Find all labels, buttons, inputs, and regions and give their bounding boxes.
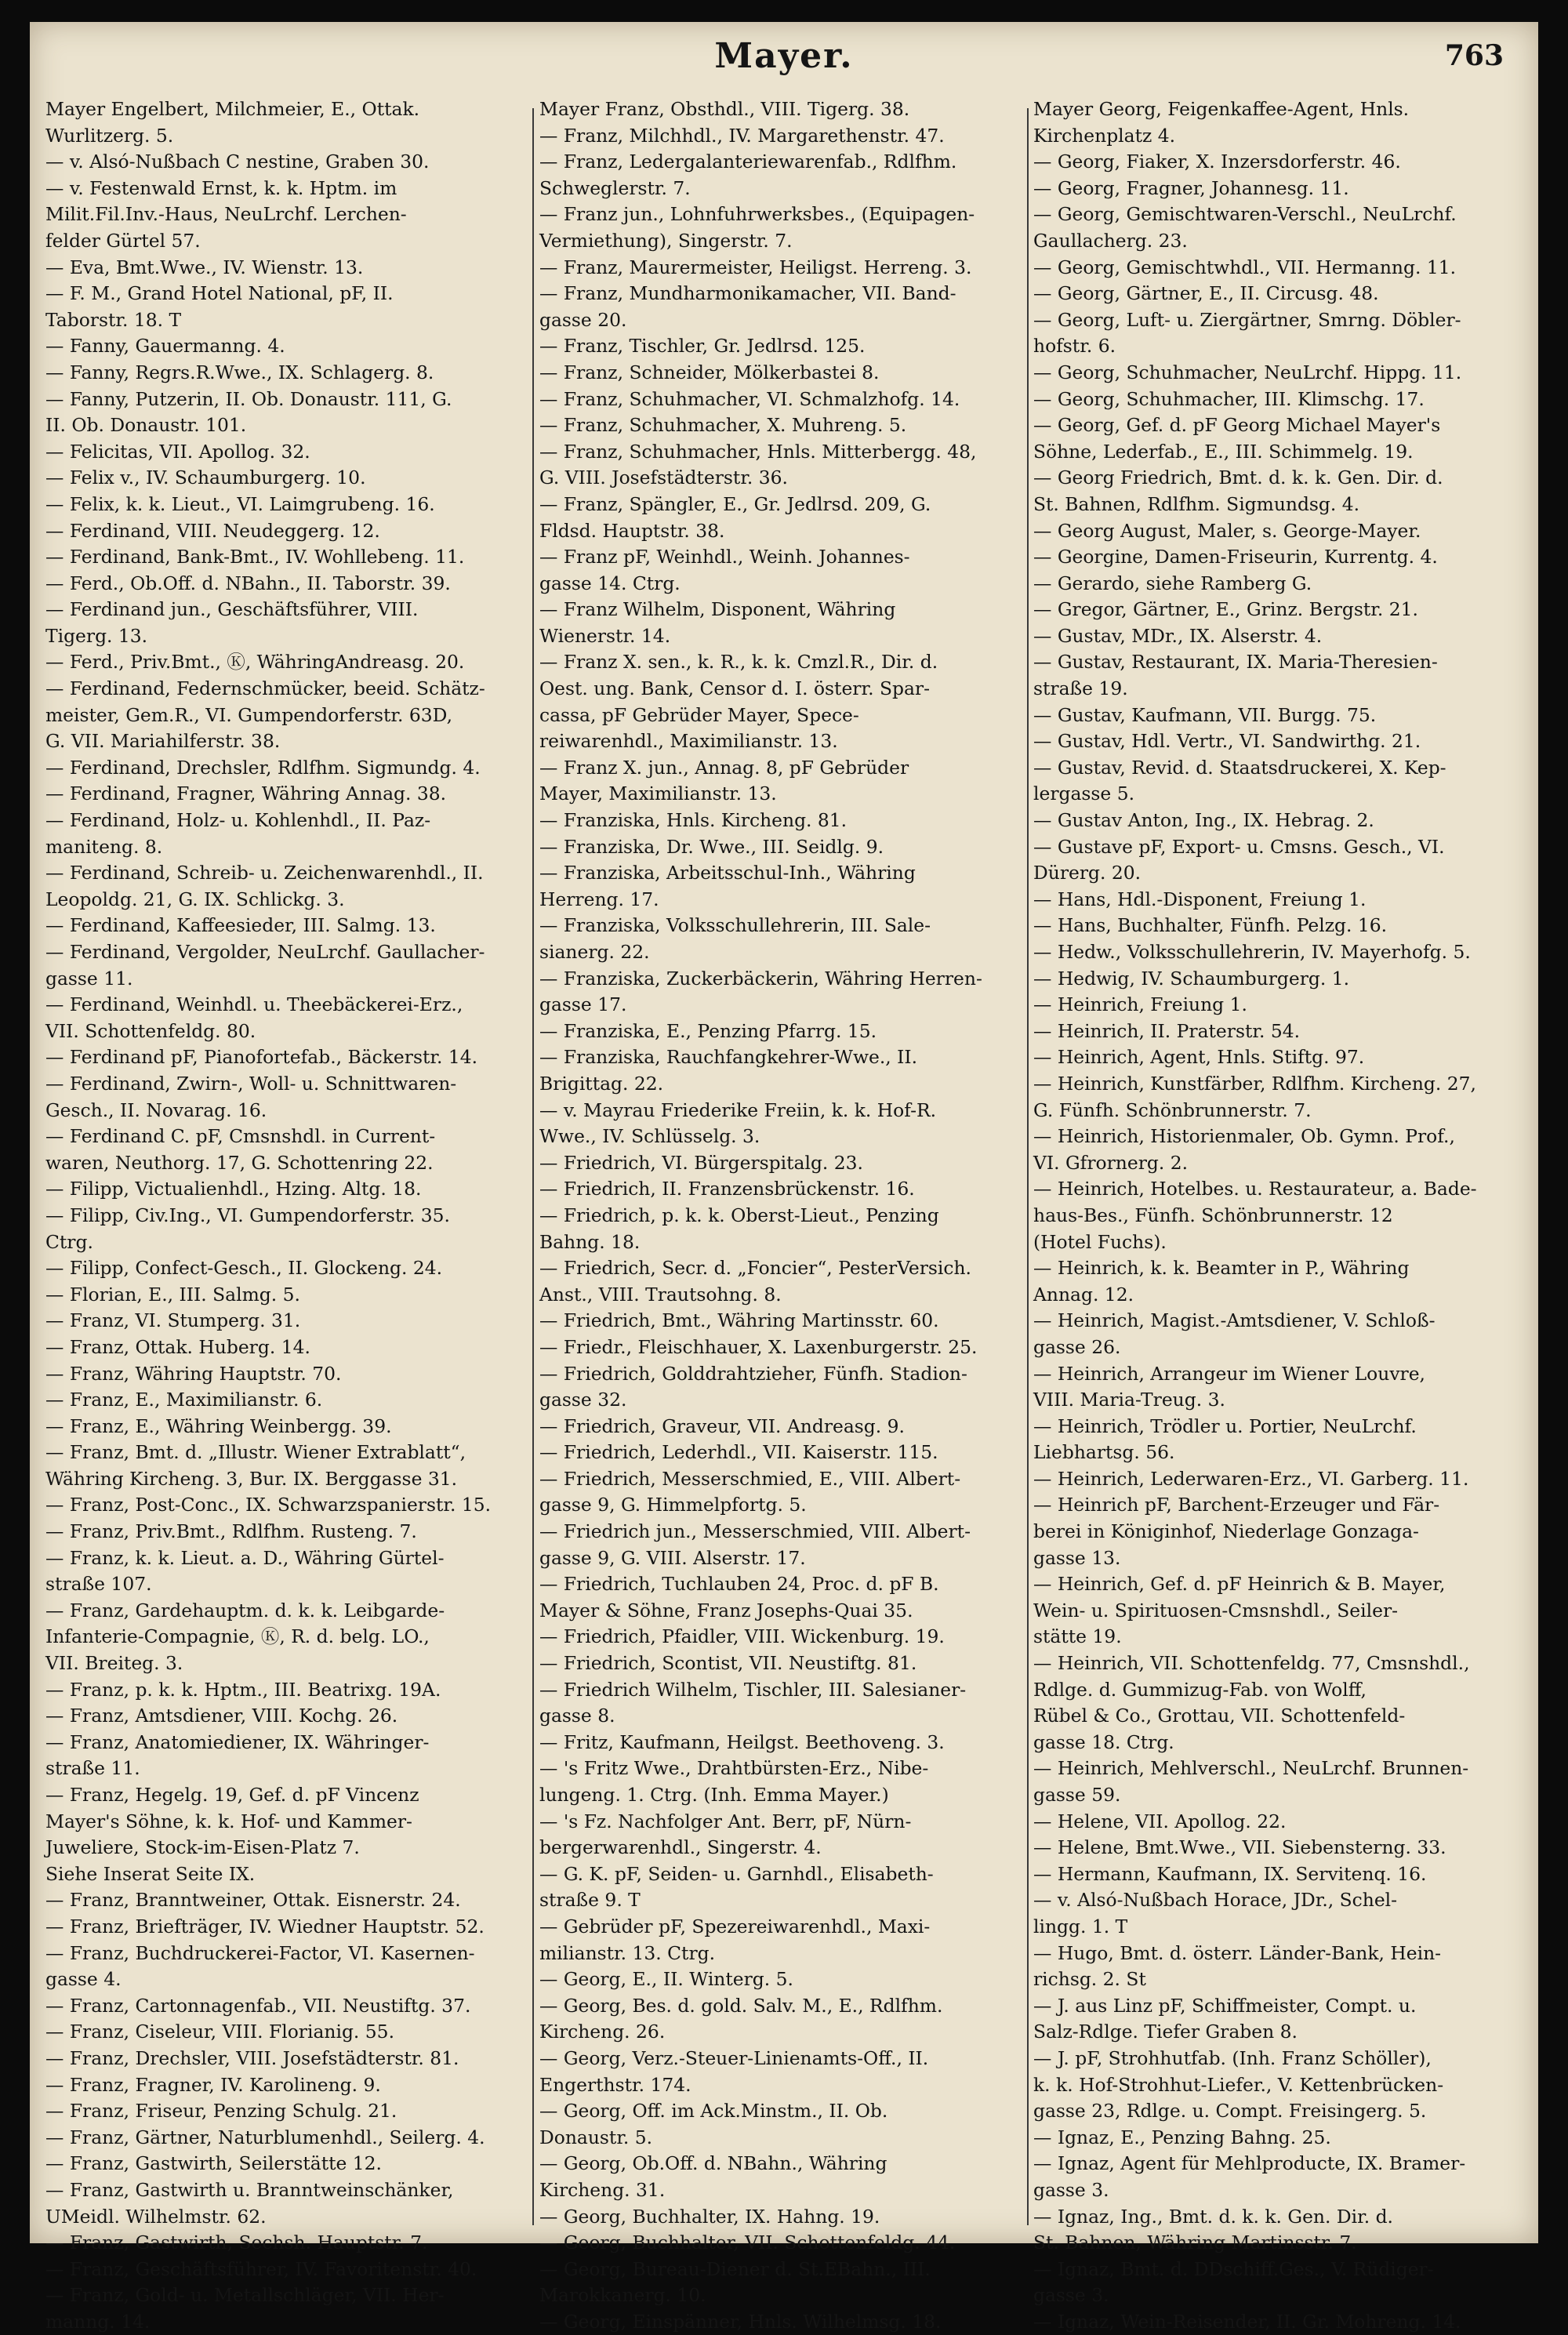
entry-line: — Ferdinand, Schreib- u. Zeichenwarenhdl., II. (45, 862, 484, 884)
entry-line: — Heinrich, Mehlverschl., NeuLrchf. Brunnen- (1033, 1757, 1469, 1780)
entry-line: — Helene, VII. Apollog. 22. (1033, 1810, 1287, 1832)
entry-line: Leopoldg. 21, G. IX. Schlickg. 3. (45, 888, 345, 910)
entry-line: — Georg, E., II. Winterg. 5. (539, 1968, 793, 1991)
entry-line: Mayer's Söhne, k. k. Hof- und Kammer- (45, 1810, 412, 1832)
entry-line: — Franz Wilhelm, Disponent, Währing (539, 598, 896, 621)
entry-line: gasse 9, G. VIII. Alserstr. 17. (539, 1546, 806, 1569)
entry-line: — Georg, Gärtner, E., II. Circusg. 48. (1033, 282, 1379, 305)
entry-line: — Friedrich, Lederhdl., VII. Kaiserstr. 115. (539, 1441, 938, 1464)
entry-line: lergasse 5. (1033, 783, 1135, 805)
entry-line: Oest. ung. Bank, Censor d. I. österr. Spar- (539, 677, 930, 700)
entry-line: — Hedw., Volksschullehrerin, IV. Mayerhofg. 5. (1033, 941, 1471, 963)
entry-line: Rdlge. d. Gummizug-Fab. von Wolff, (1033, 1678, 1367, 1701)
entry-line: — Franz, Hegelg. 19, Gef. d. pF Vincenz (45, 1784, 419, 1806)
entry-line: — Georg, Gemischtwaren-Verschl., NeuLrchf. (1033, 203, 1457, 226)
entry-line: hofstr. 6. (1033, 335, 1116, 358)
entry-line: — Franz, Anatomiediener, IX. Währinger- (45, 1730, 430, 1753)
entry-line: — Franz, Ciseleur, VIII. Florianig. 55. (45, 2021, 395, 2043)
entry-line: — F. M., Grand Hotel National, pF, II. (45, 282, 394, 305)
entry-line: Engerthstr. 174. (539, 2073, 691, 2096)
entry-line: — Gustav, Kaufmann, VII. Burgg. 75. (1033, 703, 1377, 726)
entry-line: Vermiethung), Singerstr. 7. (539, 229, 793, 252)
entry-line: — Heinrich, Freiung 1. (1033, 993, 1247, 1016)
entry-line: — Ignaz, Wein-Reisender, II. Gr. Mohreng. 14. (1033, 2310, 1461, 2333)
entry-line: — Ignaz, Bmt. d. DDschiff.Ges., V. Rüdiger- (1033, 2257, 1434, 2280)
entry-line: — Heinrich, Agent, Hnls. Stiftg. 97. (1033, 1046, 1365, 1069)
entry-line: Gesch., II. Novarag. 16. (45, 1099, 267, 1121)
entry-line: VII. Breiteg. 3. (45, 1652, 183, 1675)
entry-line: — Franz, Post-Conc., IX. Schwarzspanierstr. 15. (45, 1494, 492, 1516)
entry-line: — Franz, Gardehauptm. d. k. k. Leibgarde- (45, 1599, 445, 1621)
entry-line: — Fanny, Gauermanng. 4. (45, 335, 285, 358)
entry-line: gasse 9, G. Himmelpfortg. 5. (539, 1494, 807, 1516)
entry-line: straße 11. (45, 1757, 140, 1780)
entry-line: — Georg Friedrich, Bmt. d. k. k. Gen. Dir. d. (1033, 467, 1443, 489)
entry-line: — Ferdinand jun., Geschäftsführer, VIII. (45, 598, 419, 621)
entry-line: Währing Kircheng. 3, Bur. IX. Berggasse 31. (45, 1467, 458, 1490)
entry-line: — Franz, E., Maximilianstr. 6. (45, 1389, 323, 1411)
entry-line: VIII. Maria-Treug. 3. (1033, 1389, 1225, 1411)
entry-line: G. Fünfh. Schönbrunnerstr. 7. (1033, 1099, 1312, 1121)
entry-line: k. k. Hof-Strohhut-Liefer., V. Kettenbrücken- (1033, 2073, 1444, 2096)
entry-line: — Heinrich, Kunstfärber, Rdlfhm. Kircheng. 27, (1033, 1072, 1476, 1095)
entry-line: gasse 11. (45, 967, 133, 990)
entry-line: Milit.Fil.Inv.-Haus, NeuLrchf. Lerchen- (45, 203, 407, 226)
entry-line: — v. Festenwald Ernst, k. k. Hptm. im (45, 176, 397, 199)
entry-line: — Heinrich, VII. Schottenfeldg. 77, Cmsnshdl., (1033, 1652, 1470, 1675)
entry-line: VII. Schottenfeldg. 80. (45, 1019, 256, 1042)
entry-line: gasse 8. (539, 1705, 615, 1727)
entry-line: — Heinrich, II. Praterstr. 54. (1033, 1019, 1301, 1042)
entry-line: meister, Gem.R., VI. Gumpendorferstr. 63D, (45, 703, 453, 726)
entry-line: — Franz jun., Lohnfuhrwerksbes., (Equipagen- (539, 203, 975, 226)
entry-line: — Franziska, Arbeitsschul-Inh., Währing (539, 862, 916, 884)
entry-line: — Hans, Hdl.-Disponent, Freiung 1. (1033, 888, 1367, 910)
entry-line: — Franz, E., Währing Weinbergg. 39. (45, 1414, 392, 1437)
entry-line: — Friedrich, II. Franzensbrückenstr. 16. (539, 1178, 915, 1200)
entry-line: gasse 23, Rdlge. u. Compt. Freisingerg. 5. (1033, 2100, 1427, 2123)
entry-line: — Georg August, Maler, s. George-Mayer. (1033, 519, 1421, 542)
entry-line: — Ferdinand, Vergolder, NeuLrchf. Gaullacher- (45, 941, 485, 963)
entry-line: gasse 32. (539, 1389, 627, 1411)
entry-line: — Franz pF, Weinhdl., Weinh. Johannes- (539, 546, 910, 568)
entry-line: — Franz, Ottak. Huberg. 14. (45, 1335, 310, 1358)
entry-line: manng. 14. (45, 2310, 151, 2333)
entry-line: — Gerardo, siehe Ramberg G. (1033, 572, 1312, 594)
entry-line: — Georg, Bes. d. gold. Salv. M., E., Rdlfhm. (539, 1994, 943, 2017)
entry-line: — Friedrich, Tuchlauben 24, Proc. d. pF B. (539, 1573, 939, 1596)
entry-line: — Helene, Bmt.Wwe., VII. Siebensterng. 33. (1033, 1836, 1446, 1859)
entry-line: Taborstr. 18. T (45, 308, 182, 331)
entry-line: — Heinrich pF, Barchent-Erzeuger und Fär- (1033, 1494, 1440, 1516)
entry-line: richsg. 2. St (1033, 1968, 1146, 1991)
entry-line: G. VIII. Josefstädterstr. 36. (539, 467, 788, 489)
entry-line: — Heinrich, Historienmaler, Ob. Gymn. Prof., (1033, 1125, 1455, 1148)
entry-line: — Friedrich, VI. Bürgerspitalg. 23. (539, 1151, 863, 1174)
entry-line: waren, Neuthorg. 17, G. Schottenring 22. (45, 1151, 434, 1174)
entry-line: — Franziska, Zuckerbäckerin, Währing Herren- (539, 967, 982, 990)
entry-line: — Filipp, Confect-Gesch., II. Glockeng. 24. (45, 1257, 443, 1280)
entry-line: — Georg, Gef. d. pF Georg Michael Mayer's (1033, 414, 1441, 437)
entry-line: — Heinrich, Lederwaren-Erz., VI. Garberg. 11. (1033, 1467, 1469, 1490)
entry-line: berei in Königinhof, Niederlage Gonzaga- (1033, 1520, 1419, 1543)
entry-line: Annag. 12. (1033, 1283, 1134, 1305)
entry-line: — Franz, Cartonnagenfab., VII. Neustiftg. 37. (45, 1994, 471, 2017)
entry-line: — Heinrich, Arrangeur im Wiener Louvre, (1033, 1362, 1425, 1385)
entry-line: — Franz, Drechsler, VIII. Josefstädterstr. 81. (45, 2046, 459, 2069)
entry-line: — Gustav, Revid. d. Staatsdruckerei, X. Kep- (1033, 756, 1446, 779)
entry-line: — Franz, Gastwirth, Seilerstätte 12. (45, 2152, 382, 2175)
entry-line: Brigittag. 22. (539, 1072, 664, 1095)
entry-line: — Heinrich, Hotelbes. u. Restaurateur, a. Bade- (1033, 1178, 1477, 1200)
entry-line: Rübel & Co., Grottau, VII. Schottenfeld- (1033, 1705, 1406, 1727)
entry-line: — Franz, Amtsdiener, VIII. Kochg. 26. (45, 1705, 398, 1727)
entry-line: — Hermann, Kaufmann, IX. Servitenq. 16. (1033, 1862, 1427, 1885)
entry-line: lingg. 1. T (1033, 1915, 1128, 1937)
entry-line: VI. Gfrornerg. 2. (1033, 1151, 1189, 1174)
entry-line: — Hugo, Bmt. d. österr. Länder-Bank, Hein- (1033, 1941, 1442, 1964)
entry-line: — Georg, Fiaker, X. Inzersdorferstr. 46. (1033, 151, 1401, 173)
entry-line: — Franz, Bmt. d. „Illustr. Wiener Extrablatt“, (45, 1441, 466, 1464)
entry-line: — Ferd., Ob.Off. d. NBahn., II. Taborstr. 39. (45, 572, 451, 594)
entry-line: — Filipp, Victualienhdl., Hzing. Altg. 18. (45, 1178, 422, 1200)
entry-line: — Gregor, Gärtner, E., Grinz. Bergstr. 21. (1033, 598, 1418, 621)
column-divider (1027, 108, 1029, 2225)
entry-line: haus-Bes., Fünfh. Schönbrunnerstr. 12 (1033, 1204, 1393, 1226)
entry-line: Söhne, Lederfab., E., III. Schimmelg. 19. (1033, 440, 1414, 463)
entry-line: — Ferdinand, VIII. Neudeggerg. 12. (45, 519, 380, 542)
entry-line: — Franz, Geschäftsführer, IV. Favoritenstr. 40. (45, 2257, 477, 2280)
entry-line: gasse 4. (45, 1968, 122, 1991)
entry-line: gasse 13. (1033, 1546, 1121, 1569)
entry-line: — Ferdinand, Bank-Bmt., IV. Wohllebeng. 11. (45, 546, 465, 568)
entry-line: straße 9. T (539, 1889, 641, 1912)
entry-line: — Felix v., IV. Schaumburgerg. 10. (45, 467, 366, 489)
entry-line: Bahng. 18. (539, 1230, 641, 1253)
entry-line: — Georg, Verz.-Steuer-Linienamts-Off., II. (539, 2046, 929, 2069)
entry-line: Tigerg. 13. (45, 624, 148, 647)
entry-line: Dürerg. 20. (1033, 862, 1142, 884)
entry-line: Infanterie-Compagnie, Ⓚ, R. d. belg. LO., (45, 1625, 430, 1648)
entry-line: — Franz, Ledergalanteriewarenfab., Rdlfhm. (539, 151, 957, 173)
entry-line: St. Bahnen, Rdlfhm. Sigmundsg. 4. (1033, 492, 1360, 515)
entry-line: gasse 3. (1033, 2178, 1109, 2201)
entry-line: stätte 19. (1033, 1625, 1122, 1648)
entry-line: — Georg, Luft- u. Ziergärtner, Smrng. Döbler- (1033, 308, 1461, 331)
entry-line: II. Ob. Donaustr. 101. (45, 414, 247, 437)
entry-line: — Franz, Gastwirth, Sechsh. Hauptstr. 7. (45, 2232, 428, 2254)
entry-line: Ctrg. (45, 1230, 93, 1253)
entry-line: — Franz, p. k. k. Hptm., III. Beatrixg. 19A. (45, 1678, 441, 1701)
entry-line: — Franz, Priv.Bmt., Rdlfhm. Rusteng. 7. (45, 1520, 417, 1543)
entry-line: — Ignaz, E., Penzing Bahng. 25. (1033, 2126, 1331, 2148)
entry-line: — Heinrich, Gef. d. pF Heinrich & B. Mayer, (1033, 1573, 1446, 1596)
entry-line: — Franz, Schuhmacher, X. Muhreng. 5. (539, 414, 907, 437)
entry-line: — J. pF, Strohhutfab. (Inh. Franz Schöller), (1033, 2046, 1432, 2069)
entry-line: straße 19. (1033, 677, 1128, 700)
entry-line: — Eva, Bmt.Wwe., IV. Wienstr. 13. (45, 256, 364, 278)
entry-line: straße 107. (45, 1573, 152, 1596)
entry-line: — Hedwig, IV. Schaumburgerg. 1. (1033, 967, 1350, 990)
entry-line: — Franz, Briefträger, IV. Wiedner Hauptstr. 52. (45, 1915, 485, 1937)
entry-line: gasse 20. (539, 308, 627, 331)
entry-line: — Georg, Off. im Ack.Minstm., II. Ob. (539, 2100, 888, 2123)
entry-line: — Franziska, Volksschullehrerin, III. Sale- (539, 914, 931, 937)
entry-line: — Ferdinand, Drechsler, Rdlfhm. Sigmundg. 4. (45, 756, 481, 779)
entry-line: — Fritz, Kaufmann, Heilgst. Beethoveng. 3. (539, 1730, 945, 1753)
entry-line: — Georg, Buchhalter, VII. Schottenfeldg. 44. (539, 2232, 956, 2254)
entry-line: — 's Fritz Wwe., Drahtbürsten-Erz., Nibe- (539, 1757, 929, 1780)
entry-line: — Hans, Buchhalter, Fünfh. Pelzg. 16. (1033, 914, 1388, 937)
entry-line: Mayer, Maximilianstr. 13. (539, 783, 777, 805)
entry-line: — Georg, Schuhmacher, NeuLrchf. Hippg. 11. (1033, 361, 1462, 383)
entry-line: — Fanny, Regrs.R.Wwe., IX. Schlagerg. 8. (45, 361, 434, 383)
entry-line: — Friedrich Wilhelm, Tischler, III. Salesianer- (539, 1678, 967, 1701)
entry-line: — Felicitas, VII. Apollog. 32. (45, 440, 310, 463)
entry-line: — Georgine, Damen-Friseurin, Kurrentg. 4. (1033, 546, 1438, 568)
entry-line: — Felix, k. k. Lieut., VI. Laimgrubeng. 16. (45, 492, 435, 515)
entry-line: — Friedrich, p. k. k. Oberst-Lieut., Penzing (539, 1204, 939, 1226)
entry-line: — Friedrich, Graveur, VII. Andreasg. 9. (539, 1414, 905, 1437)
entry-line: gasse 17. (539, 993, 627, 1016)
entry-line: — Friedrich, Pfaidler, VIII. Wickenburg. 19. (539, 1625, 945, 1648)
entry-line: — Franziska, Rauchfangkehrer-Wwe., II. (539, 1046, 918, 1069)
entry-line: — Franz, Spängler, E., Gr. Jedlrsd. 209, G. (539, 492, 931, 515)
entry-line: milianstr. 13. Ctrg. (539, 1941, 716, 1964)
entry-line: — Ignaz, Ing., Bmt. d. k. k. Gen. Dir. d. (1033, 2205, 1393, 2228)
entry-line: Fldsd. Hauptstr. 38. (539, 519, 725, 542)
entry-line: — Gustave pF, Export- u. Cmsns. Gesch., VI. (1033, 835, 1445, 858)
entry-line: maniteng. 8. (45, 835, 163, 858)
entry-line: Donaustr. 5. (539, 2126, 653, 2148)
entry-line: Mayer Georg, Feigenkaffee-Agent, Hnls. (1033, 98, 1410, 120)
entry-line: G. VII. Mariahilferstr. 38. (45, 730, 281, 753)
entry-line: — Gustav, Hdl. Vertr., VI. Sandwirthg. 21. (1033, 730, 1421, 753)
column-divider (532, 108, 534, 2225)
entry-line: gasse 18. Ctrg. (1033, 1730, 1174, 1753)
entry-line: Wurlitzerg. 5. (45, 124, 174, 147)
entry-line: reiwarenhdl., Maximilianstr. 13. (539, 730, 838, 753)
entry-line: — Gustav Anton, Ing., IX. Hebrag. 2. (1033, 809, 1374, 832)
entry-line: — Friedrich, Scontist, VII. Neustiftg. 81. (539, 1652, 917, 1675)
entry-line: — 's Fz. Nachfolger Ant. Berr, pF, Nürn- (539, 1810, 912, 1832)
entry-line: Herreng. 17. (539, 888, 659, 910)
entry-line: Schweglerstr. 7. (539, 176, 691, 199)
entry-line: — Ferdinand, Federnschmücker, beeid. Schätz- (45, 677, 485, 700)
entry-line: (Hotel Fuchs). (1033, 1230, 1167, 1253)
entry-line: Salz-Rdlge. Tiefer Graben 8. (1033, 2021, 1298, 2043)
page-header (30, 36, 1538, 91)
entry-line: Wwe., IV. Schlüsselg. 3. (539, 1125, 760, 1148)
entry-line: — Friedrich, Messerschmied, E., VIII. Albert- (539, 1467, 961, 1490)
entry-line: Liebhartsg. 56. (1033, 1441, 1175, 1464)
entry-line: — Franziska, E., Penzing Pfarrg. 15. (539, 1019, 877, 1042)
entry-line: — Franz, Maurermeister, Heiligst. Herreng. 3. (539, 256, 972, 278)
entry-line: — Friedrich jun., Messerschmied, VIII. Albert- (539, 1520, 971, 1543)
entry-line: bergerwarenhdl., Singerstr. 4. (539, 1836, 822, 1859)
entry-line: — Franz, Branntweiner, Ottak. Eisnerstr. 24. (45, 1889, 461, 1912)
entry-line: — Heinrich, k. k. Beamter in P., Währing (1033, 1257, 1410, 1280)
entry-line: cassa, pF Gebrüder Mayer, Spece- (539, 703, 859, 726)
entry-line: — Franz, Gärtner, Naturblumenhdl., Seilerg. 4. (45, 2126, 485, 2148)
entry-line: Gaullacherg. 23. (1033, 229, 1188, 252)
entry-line: — v. Mayrau Friederike Freiin, k. k. Hof-R. (539, 1099, 937, 1121)
directory-page (30, 22, 1538, 2333)
page-number: 763 (1444, 39, 1504, 72)
entry-line: — Franz, Milchhdl., IV. Margarethenstr. 47. (539, 124, 945, 147)
entry-line: — Georg, Gemischtwhdl., VII. Hermanng. 11. (1033, 256, 1457, 278)
entry-line: — Franz, Buchdruckerei-Factor, VI. Kasernen- (45, 1941, 475, 1964)
entry-line: — Friedrich, Golddrahtzieher, Fünfh. Stadion- (539, 1362, 967, 1385)
entry-line: — Franziska, Hnls. Kircheng. 81. (539, 809, 848, 832)
entry-line: — Gustav, Restaurant, IX. Maria-Theresien- (1033, 651, 1438, 674)
entry-line: Wein- u. Spirituosen-Cmsnshdl., Seiler- (1033, 1599, 1399, 1621)
entry-line: Wienerstr. 14. (539, 624, 671, 647)
entry-line: — Ferdinand, Zwirn-, Woll- u. Schnittwaren- (45, 1072, 457, 1095)
entry-line: — Filipp, Civ.Ing., VI. Gumpendorferstr. 35. (45, 1204, 450, 1226)
running-head: Mayer. (714, 36, 854, 76)
entry-line: — Franz, Tischler, Gr. Jedlrsd. 125. (539, 335, 866, 358)
entry-line: gasse 14. Ctrg. (539, 572, 681, 594)
entry-line: — Franziska, Dr. Wwe., III. Seidlg. 9. (539, 835, 884, 858)
entry-line: Marokkanerg. 10. (539, 2284, 706, 2307)
entry-line: — Georg, Bureau-Diener d. St.EBahn., III. (539, 2257, 931, 2280)
entry-line: — Franz X. sen., k. R., k. k. Cmzl.R., Dir. d. (539, 651, 938, 674)
entry-line: — v. Alsó-Nußbach Horace, JDr., Schel- (1033, 1889, 1398, 1912)
entry-line: Kirchenplatz 4. (1033, 124, 1176, 147)
entry-line: — Georg, Schuhmacher, III. Klimschg. 17. (1033, 387, 1425, 410)
entry-line: — Gustav, MDr., IX. Alserstr. 4. (1033, 624, 1323, 647)
entry-line: UMeidl. Wilhelmstr. 62. (45, 2205, 267, 2228)
entry-line: — Ferdinand, Weinhdl. u. Theebäckerei-Erz., (45, 993, 463, 1016)
entry-line: St. Bahnen, Währing Martinsstr. 7. (1033, 2232, 1357, 2254)
entry-line: Mayer & Söhne, Franz Josephs-Quai 35. (539, 1599, 913, 1621)
entry-line: Juweliere, Stock-im-Eisen-Platz 7. (45, 1836, 360, 1859)
entry-line: — Franz, Fragner, IV. Karolineng. 9. (45, 2073, 381, 2096)
entry-line: — Franz, Friseur, Penzing Schulg. 21. (45, 2100, 397, 2123)
column-left (45, 96, 528, 2333)
entry-line: — Ferdinand C. pF, Cmsnshdl. in Current- (45, 1125, 436, 1148)
entry-line: — Ferdinand, Kaffeesieder, III. Salmg. 13. (45, 914, 436, 937)
entry-line: — Georg, Ob.Off. d. NBahn., Währing (539, 2152, 887, 2175)
entry-line: — Franz, Währing Hauptstr. 70. (45, 1362, 342, 1385)
entry-line: — J. aus Linz pF, Schiffmeister, Compt. u. (1033, 1994, 1417, 2017)
entry-line: — Georg, Buchhalter, IX. Hahng. 19. (539, 2205, 880, 2228)
entry-line: — Heinrich, Magist.-Amtsdiener, V. Schloß- (1033, 1309, 1436, 1332)
entry-line: — Franz, Schuhmacher, Hnls. Mitterbergg. 48, (539, 440, 977, 463)
entry-line: Anst., VIII. Trautsohng. 8. (539, 1283, 782, 1305)
column-right (1033, 96, 1519, 2333)
entry-line: — Ignaz, Agent für Mehlproducte, IX. Bramer- (1033, 2152, 1466, 2175)
entry-line: — Franz, Schuhmacher, VI. Schmalzhofg. 14. (539, 387, 960, 410)
entry-line: Siehe Inserat Seite IX. (45, 1862, 256, 1885)
entry-line: gasse 3. (1033, 2284, 1109, 2307)
entry-line: — Florian, E., III. Salmg. 5. (45, 1283, 300, 1305)
entry-line: — Ferd., Priv.Bmt., Ⓚ, WähringAndreasg. 20. (45, 651, 465, 674)
entry-line: sianerg. 22. (539, 941, 650, 963)
entry-line: — Franz, Gastwirth u. Branntweinschänker, (45, 2178, 454, 2201)
entry-line: — Gebrüder pF, Spezereiwarenhdl., Maxi- (539, 1915, 931, 1937)
entry-line: — v. Alsó-Nußbach C nestine, Graben 30. (45, 151, 430, 173)
entry-line: lungeng. 1. Ctrg. (Inh. Emma Mayer.) (539, 1784, 889, 1806)
column-middle (539, 96, 1022, 2333)
entry-line: — Friedr., Fleischhauer, X. Laxenburgerstr. 25. (539, 1335, 978, 1358)
entry-line: — Friedrich, Bmt., Währing Martinsstr. 60. (539, 1309, 939, 1332)
entry-line: — Fanny, Putzerin, II. Ob. Donaustr. 111, G. (45, 387, 452, 410)
entry-line: — Franz, k. k. Lieut. a. D., Währing Gürtel- (45, 1546, 445, 1569)
entry-line: — G. K. pF, Seiden- u. Garnhdl., Elisabeth- (539, 1862, 934, 1885)
entry-line: — Georg, Einspänner, Hnls. Wilhelmsg. 18. (539, 2310, 942, 2333)
entry-line: — Georg, Fragner, Johannesg. 11. (1033, 176, 1349, 199)
entry-line: — Ferdinand, Fragner, Währing Annag. 38. (45, 783, 447, 805)
entry-line: felder Gürtel 57. (45, 229, 201, 252)
entry-line: — Franz, VI. Stumperg. 31. (45, 1309, 301, 1332)
entry-line: gasse 59. (1033, 1784, 1121, 1806)
entry-line: — Ferdinand pF, Pianofortefab., Bäckerstr. 14. (45, 1046, 478, 1069)
entry-line: Kircheng. 31. (539, 2178, 666, 2201)
entry-line: — Franz, Schneider, Mölkerbastei 8. (539, 361, 880, 383)
entry-line: Kircheng. 26. (539, 2021, 666, 2043)
entry-line: — Franz, Gold- u. Metallschläger, VII. Her- (45, 2284, 445, 2307)
entry-line: — Friedrich, Secr. d. „Foncier“, PesterVersich. (539, 1257, 971, 1280)
entry-line: — Franz X. jun., Annag. 8, pF Gebrüder (539, 756, 909, 779)
entry-line: — Franz, Mundharmonikamacher, VII. Band- (539, 282, 956, 305)
entry-line: Mayer Engelbert, Milchmeier, E., Ottak. (45, 98, 420, 120)
entry-line: — Ferdinand, Holz- u. Kohlenhdl., II. Paz- (45, 809, 431, 832)
entry-line: — Heinrich, Trödler u. Portier, NeuLrchf. (1033, 1414, 1417, 1437)
entry-line: Mayer Franz, Obsthdl., VIII. Tigerg. 38. (539, 98, 910, 120)
entry-line: gasse 26. (1033, 1335, 1121, 1358)
